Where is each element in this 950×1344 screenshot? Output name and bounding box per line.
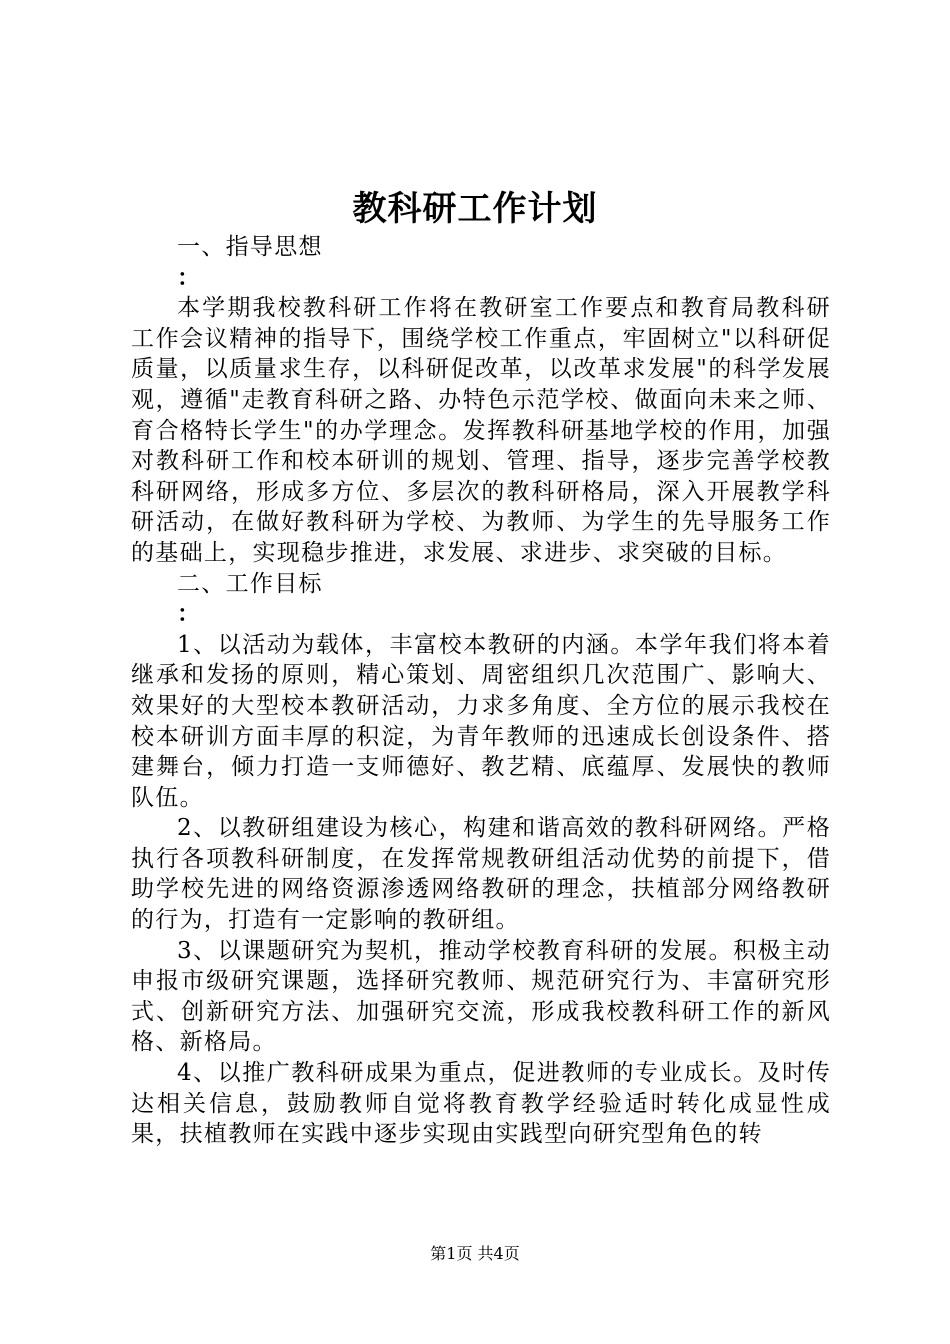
section-colon: ：: [177, 263, 202, 291]
paragraph: 本学期我校教科研工作将在教研室工作要点和教育局教科研工作会议精神的指导下，围绕学校工作重点，牢固树立"以科研促质量，以质量求生存，以科研促改革，以改革求发展"的科学发展观，遵循"走教育科研之路、办特色示范学校、做面向未来之师、育合格特长学生"的办学理念。发挥教科研基地学校的作用，加强对教科研工作和校本研训的规划、管理、指导，逐步完善学校教科研网络，形成多方位、多层次的教科研格局，深入开展教学科研活动，在做好教科研为学校、为教师、为学生的先导服务工作的基础上，实现稳步推进，求发展、求进步、求突破的目标。: [131, 295, 831, 566]
section-work-goals: [131, 569, 831, 1150]
paragraph: 4、以推广教科研成果为重点，促进教师的专业成长。及时传达相关信息，鼓励教师自觉将教育教学经验适时转化成显性成果，扶植教师在实践中逐步实现由实践型向研究型角色的转: [131, 1060, 831, 1148]
document-body: [131, 232, 831, 1150]
page-footer: 第1页 共4页: [430, 1244, 520, 1263]
section-heading: 一、指导思想: [177, 234, 323, 260]
paragraph: 3、以课题研究为契机，推动学校教育科研的发展。积极主动申报市级研究课题，选择研究教师、规范研究行为、丰富研究形式、创新研究方法、加强研究交流，形成我校教科研工作的新风格、新格局。: [131, 937, 831, 1056]
paragraph: 2、以教研组建设为核心，构建和谐高效的教科研网络。严格执行各项教科研制度，在发挥常规教研组活动优势的前提下，借助学校先进的网络资源渗透网络教研的理念，扶植部分网络教研的行为，打造有一定影响的教研组。: [131, 815, 831, 934]
section-colon: ：: [177, 600, 202, 628]
paragraph: 1、以活动为载体，丰富校本教研的内涵。本学年我们将本着继承和发扬的原则，精心策划、周密组织几次范围广、影响大、效果好的大型校本教研活动，力求多角度、全方位的展示我校在校本研训方面丰厚的积淀，为青年教师的迅速成长创设条件、搭建舞台，倾力打造一支师德好、教艺精、底蕴厚、发展快的教师队伍。: [131, 631, 831, 811]
section-guiding-ideology: [131, 232, 831, 569]
section-heading: 二、工作目标: [177, 570, 323, 597]
document-title: 教科研工作计划: [352, 189, 598, 229]
